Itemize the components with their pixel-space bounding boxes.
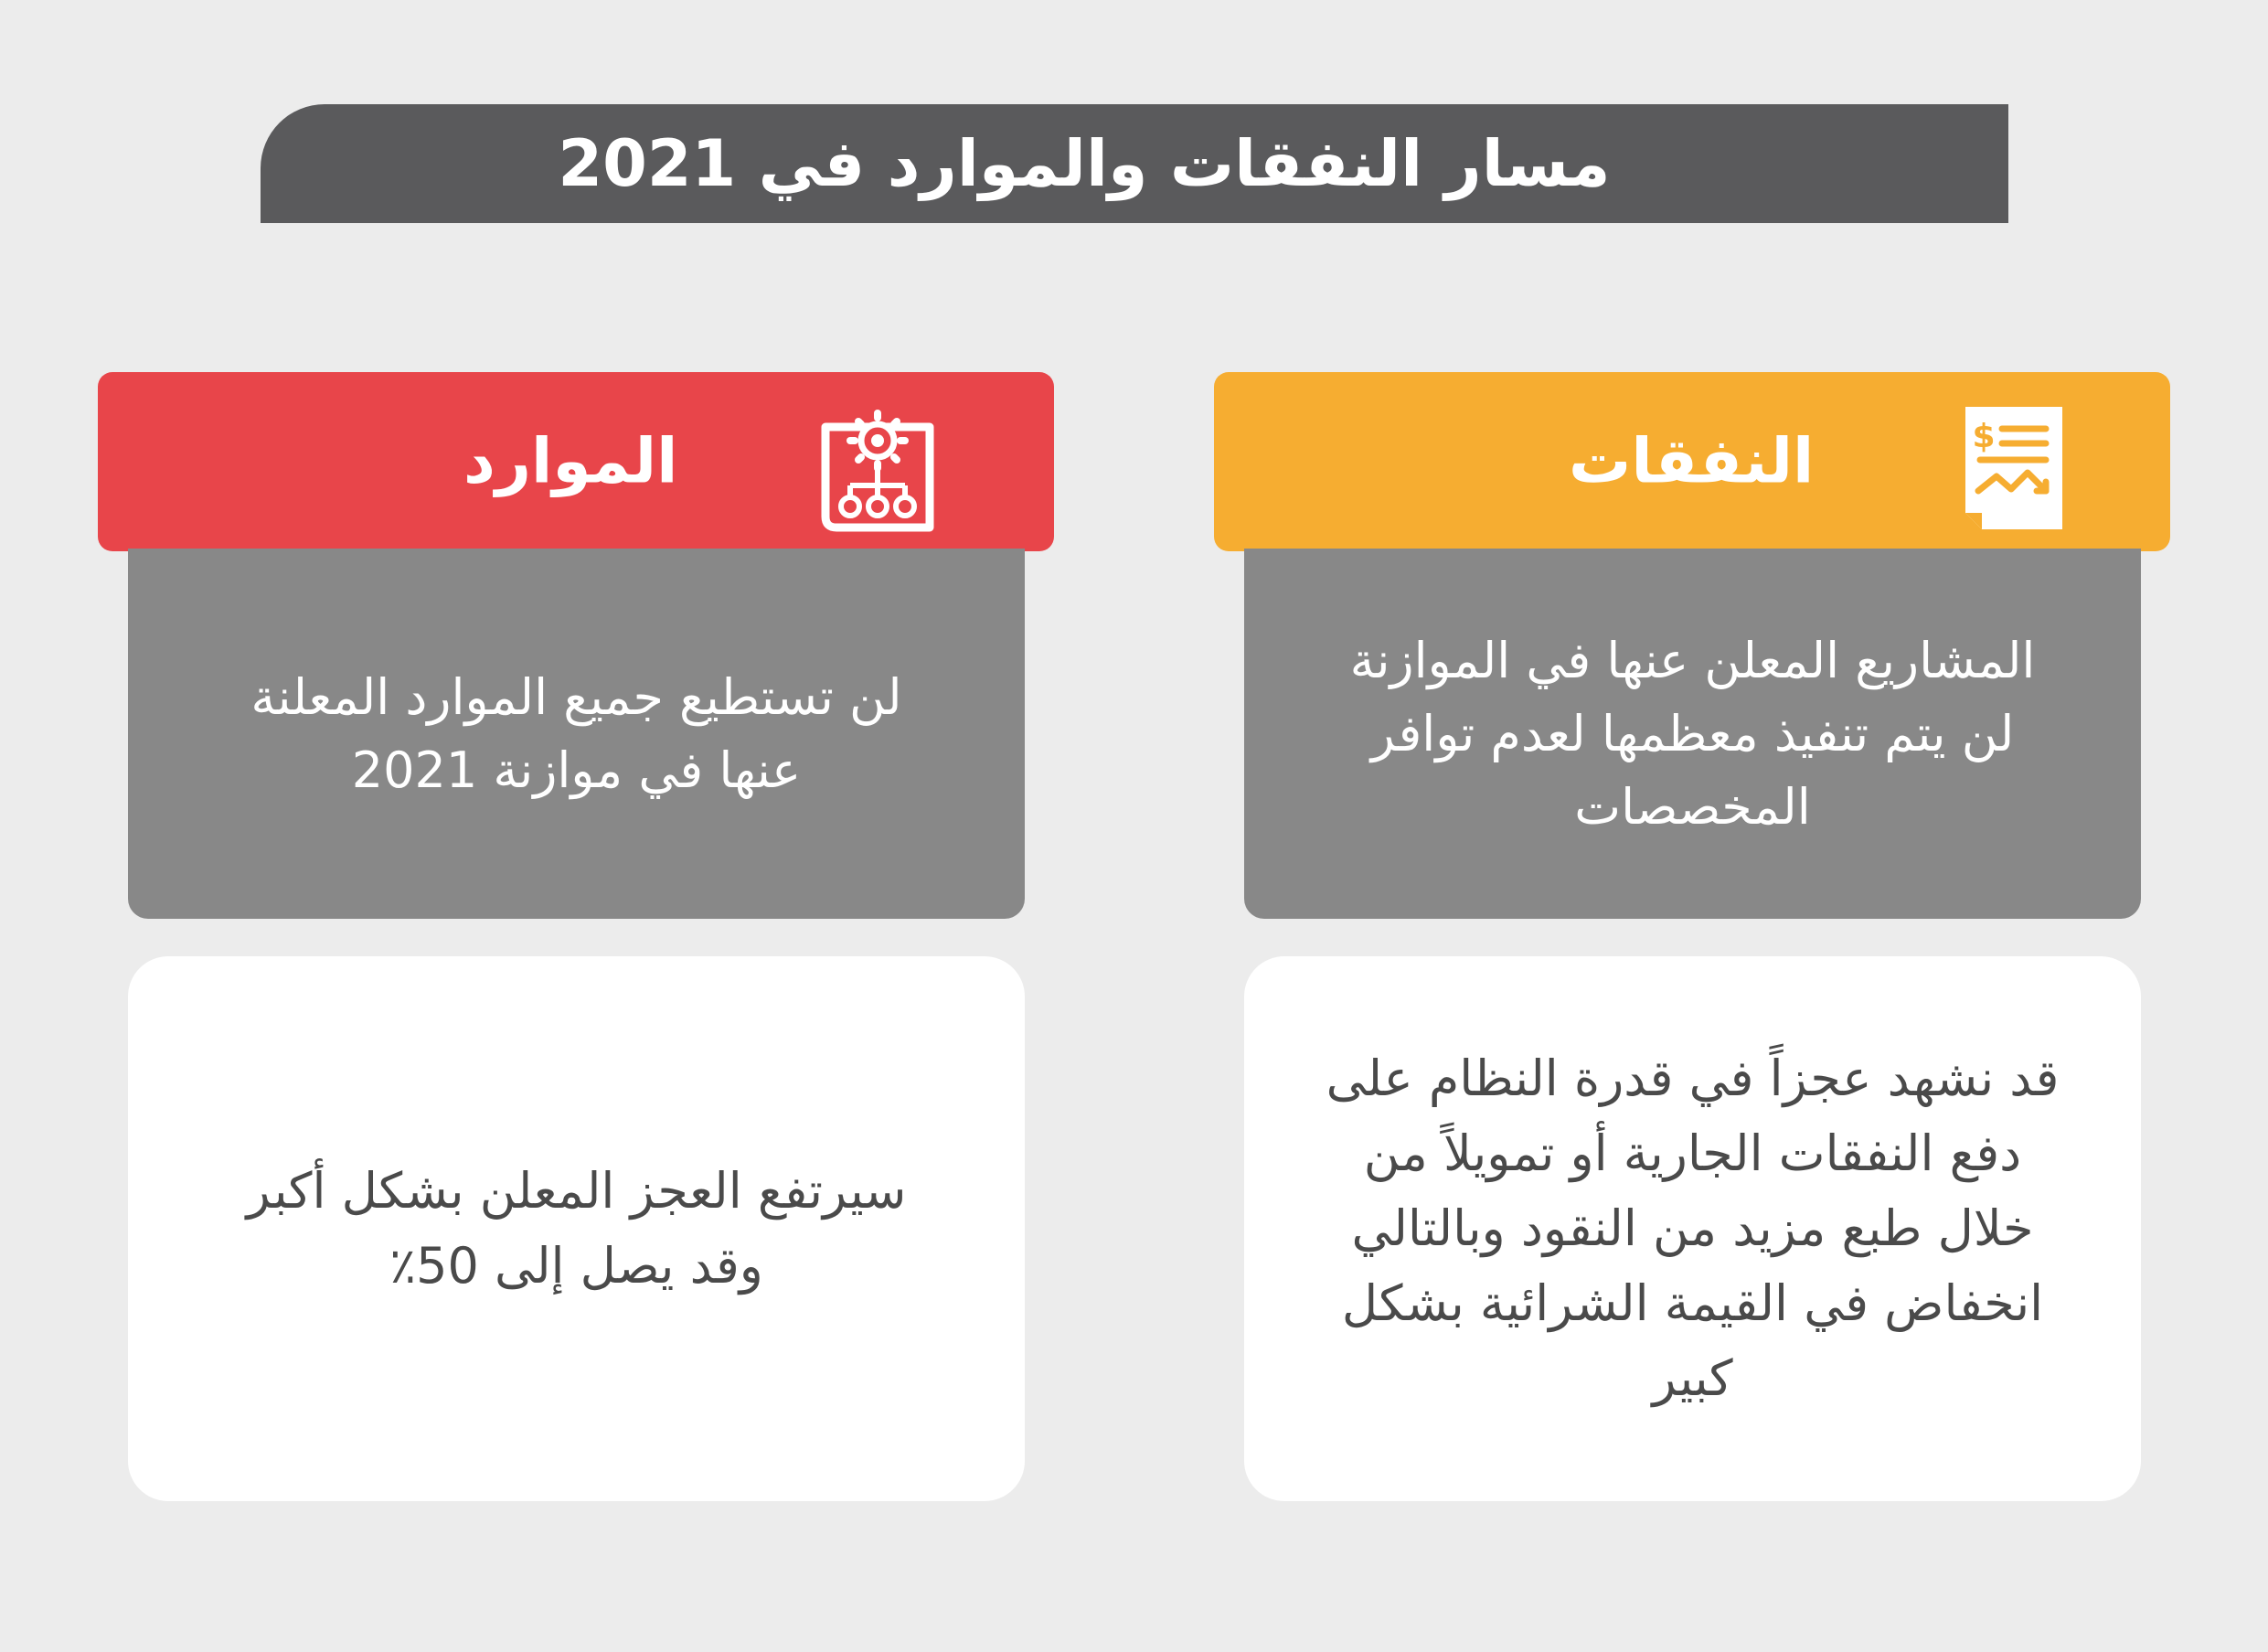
expenses-summary-card bbox=[1244, 549, 2141, 919]
expenses-header bbox=[1214, 372, 2170, 551]
page-title: مسار النفقات والموارد في 2021 bbox=[558, 126, 1611, 201]
expenses-detail-card bbox=[1244, 956, 2141, 1501]
expenses-summary-text: المشاريع المعلن عنها في الموازنة لن يتم تنفيذ معظمها لعدم توافر المخصصات bbox=[1349, 631, 2036, 836]
expenses-title: النفقات bbox=[1569, 425, 1815, 498]
expenses-detail-text: قد نشهد عجزاً في قدرة النظام على دفع النفقات الجارية أو تمويلاً من خلال طبع مزيد من النقود وبالتالي انخفاض في القيمة الشرائية بشكل كبير bbox=[1326, 1050, 2060, 1407]
title-banner bbox=[261, 104, 2008, 223]
resources-summary-text: لن تستطيع جميع الموارد المعلنة عنها في موازنة 2021 bbox=[250, 667, 902, 799]
resources-detail-card bbox=[128, 956, 1025, 1501]
svg-text:$: $ bbox=[1972, 418, 1996, 455]
resources-title: الموارد bbox=[463, 425, 678, 498]
resources-summary-card bbox=[128, 549, 1025, 919]
resources-detail-text: سيرتفع العجز المعلن بشكل أكبر وقد يصل إلى 50٪ bbox=[246, 1162, 907, 1295]
org-chart-gear-icon bbox=[809, 400, 946, 537]
resources-header bbox=[98, 372, 1054, 551]
invoice-declining-chart-icon bbox=[1945, 400, 2082, 537]
